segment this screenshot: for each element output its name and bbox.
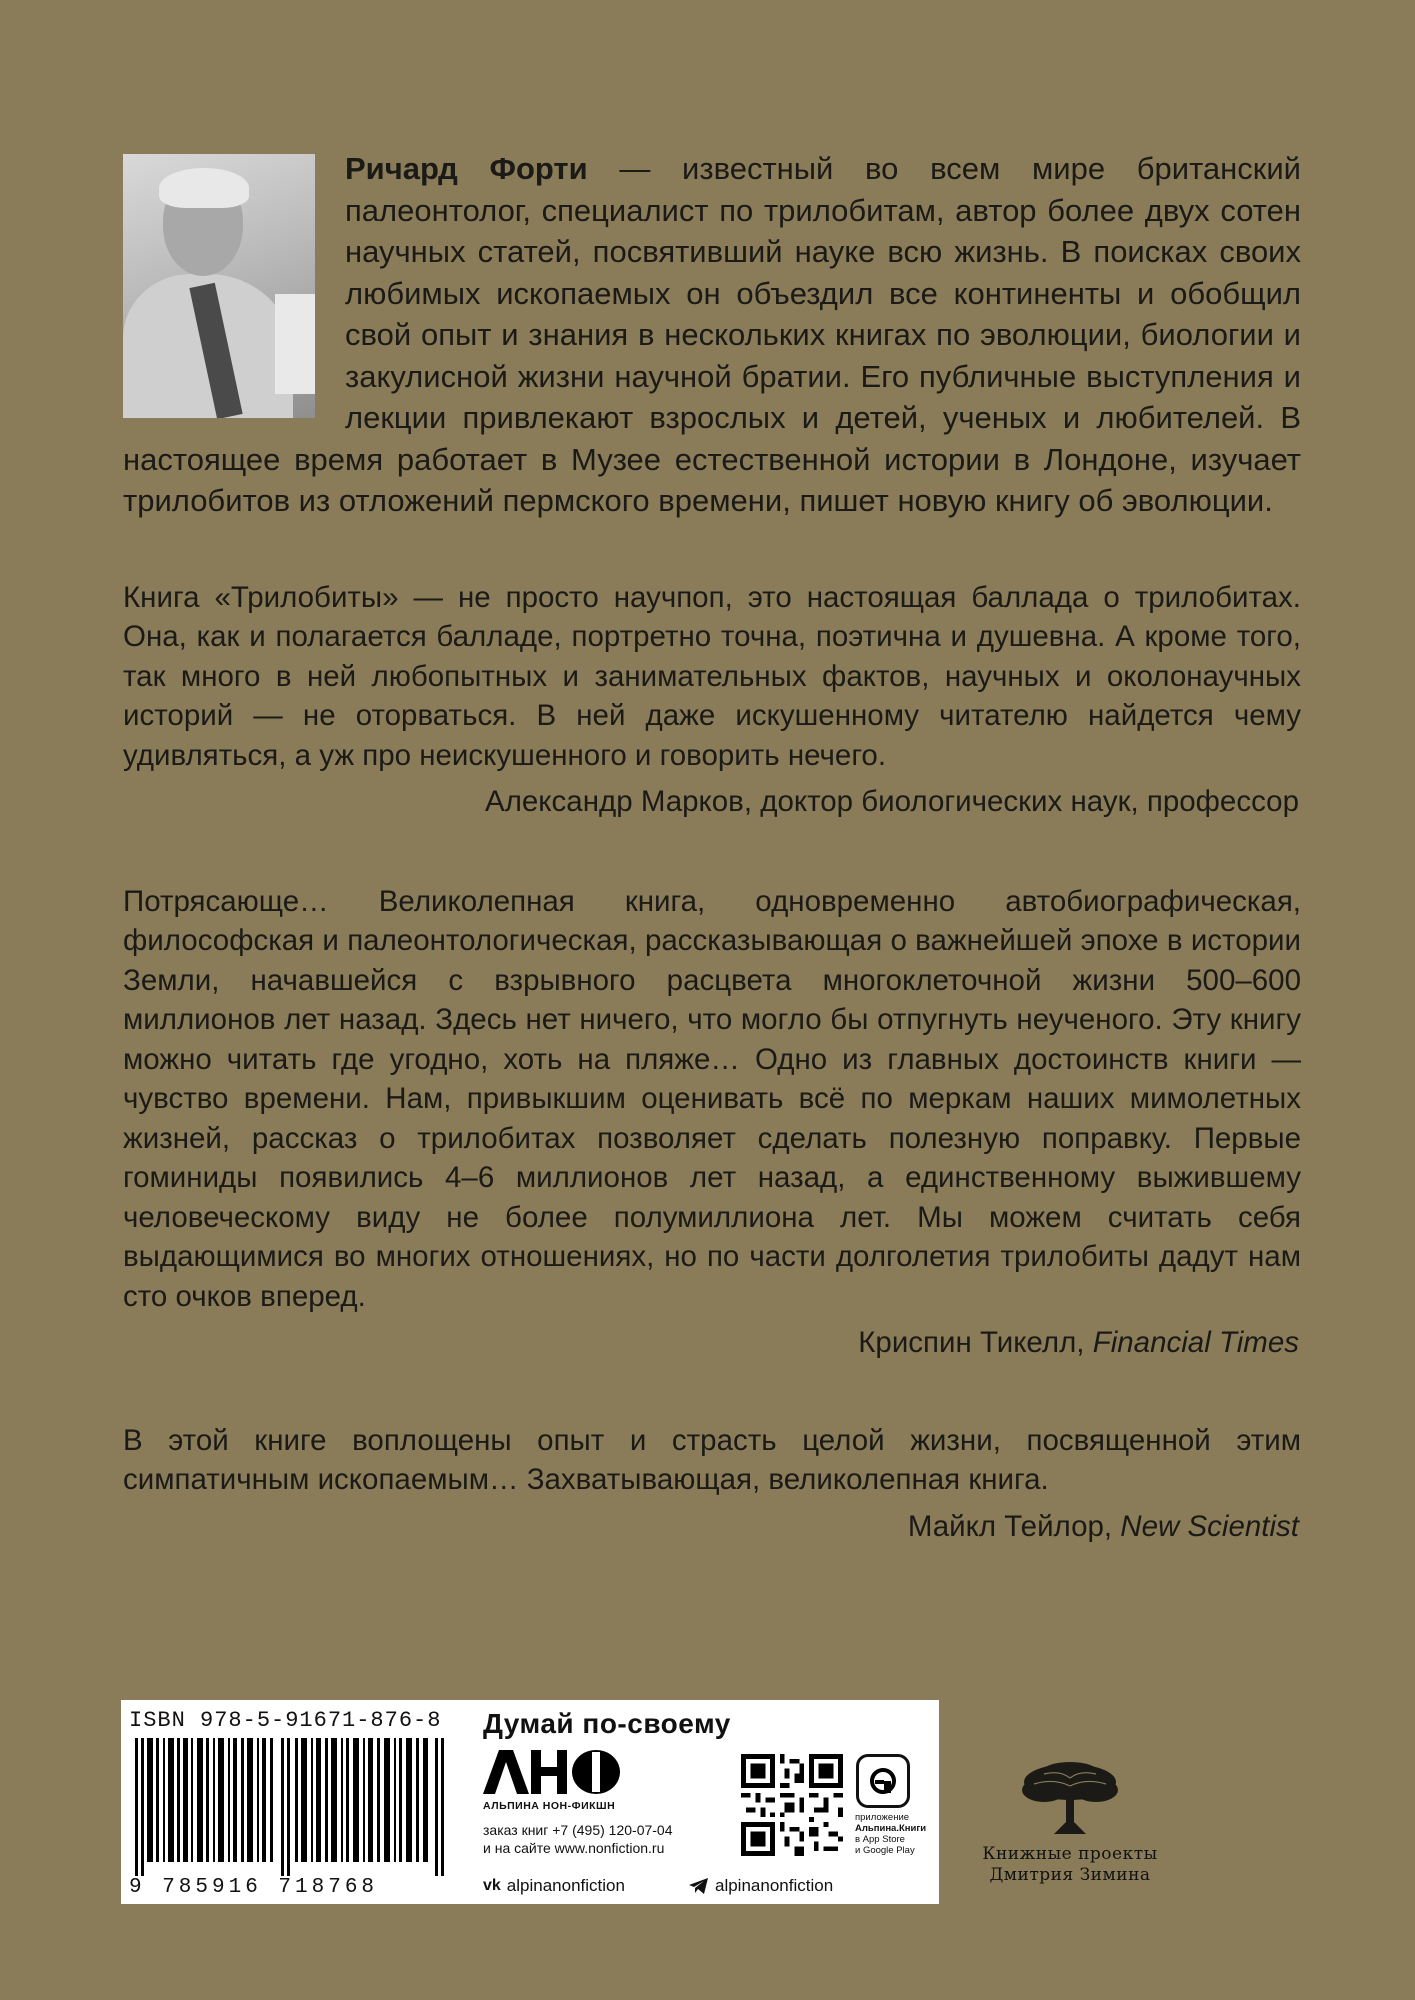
vk-handle: alpinanonfiction (506, 1876, 625, 1895)
author-bio-block (123, 148, 1301, 522)
review-attribution (123, 782, 1301, 822)
order-website[interactable]: и на сайте www.nonfiction.ru (483, 1840, 665, 1856)
review-text: Потрясающе… Великолепная книга, одновременно автобиографическая, философская и палеонтологическая, рассказывающая о важнейшей эпохе в истории Земли, начавшейся с взрывного расцвета многоклеточной жизни 500–600 миллионов лет назад. Здесь нет ничего, что могло бы отпугнуть неученого. Эту книгу можно читать где угодно, хоть на пляже… Одно из главных достоинств книги — чувство времени. Нам, привыкшим оценивать всё по меркам наших мимолетных жизней, рассказ о трилобитах позволяет сделать полезную поправку. Первые гоминиды появились 4–6 миллионов лет назад, а единственному выжившему человеческому виду не более полумиллиона лет. Мы можем считать себя выдающимися во многих отношениях, но по части долголетия трилобиты дадут нам сто очков вперед. (123, 884, 1301, 1313)
logo-caption: АЛЬПИНА НОН-ФИКШН (483, 1800, 616, 1812)
review-author: Майкл Тейлор, (907, 1509, 1121, 1543)
back-cover-text (123, 148, 1301, 1546)
vk-link[interactable] (483, 1876, 625, 1896)
review-text: Книга «Трилобиты» — не просто научпоп, это настоящая баллада о трилобитах. Она, как и полагается балладе, портретно точна, поэтична и душевна. А кроме того, так много в ней любопытных и занимательных фактов, научных и околонаучных историй — не оторваться. В ней даже искушенному читателю найдется чему удивляться, а уж про неискушенного и говорить нечего. (123, 580, 1301, 772)
tree-icon (1014, 1760, 1126, 1838)
review-source: Financial Times (1092, 1326, 1299, 1359)
app-info: приложение Альпина.Книги в App Store и Google Play (855, 1812, 927, 1856)
barcode-digits: 9 785916 718768 (129, 1876, 379, 1899)
imprint-line-2: Дмитрия Зимина (989, 1865, 1151, 1885)
review-attribution (123, 1323, 1301, 1363)
barcode (131, 1738, 451, 1876)
isbn-label: ISBN 978-5-91671-876-8 (129, 1708, 442, 1733)
vk-icon: vk (483, 1877, 501, 1894)
telegram-link[interactable] (689, 1876, 833, 1896)
review-source: New Scientist (1120, 1509, 1299, 1543)
review-attribution (123, 1507, 1301, 1547)
review-author: Криспин Тикелл, (858, 1326, 1093, 1359)
review-text: В этой книге воплощены опыт и страсть целой жизни, посвященной этим симпатичным ископаемым… Захватывающая, великолепная книга. (123, 1423, 1301, 1496)
order-phone: заказ книг +7 (495) 120-07-04 (483, 1822, 673, 1838)
qr-code[interactable] (741, 1754, 843, 1856)
imprint-logo (965, 1760, 1175, 1886)
author-bio: — известный во всем мире британский палеонтолог, специалист по трилобитам, автор более двух сотен научных статей, посвятивший науке всю жизнь. В поисках своих любимых ископаемых он объездил все континенты и обобщил свой опыт и знания в нескольких книгах по эволюции, биологии и закулисной жизни научной братии. Его публичные выступления и лекции привлекают взрослых и детей, ученых и любителей. В настоящее время работает в Музее естественной истории в Лондоне, изучает трилобитов из отложений пермского времени, пишет новую книгу об эволюции. (123, 151, 1301, 518)
publisher-info-panel (121, 1700, 939, 1904)
imprint-line-1: Книжные проекты (982, 1844, 1158, 1864)
review-author: Александр Марков, доктор биологических наук, профессор (485, 785, 1299, 818)
alpina-books-app-icon[interactable] (856, 1754, 910, 1808)
author-name: Ричард Форти (345, 151, 588, 186)
slogan: Думай по-своему (483, 1708, 731, 1739)
author-photo (123, 154, 315, 418)
telegram-handle: alpinanonfiction (715, 1876, 834, 1895)
telegram-icon (689, 1877, 709, 1895)
ano-logo-icon (483, 1748, 623, 1796)
